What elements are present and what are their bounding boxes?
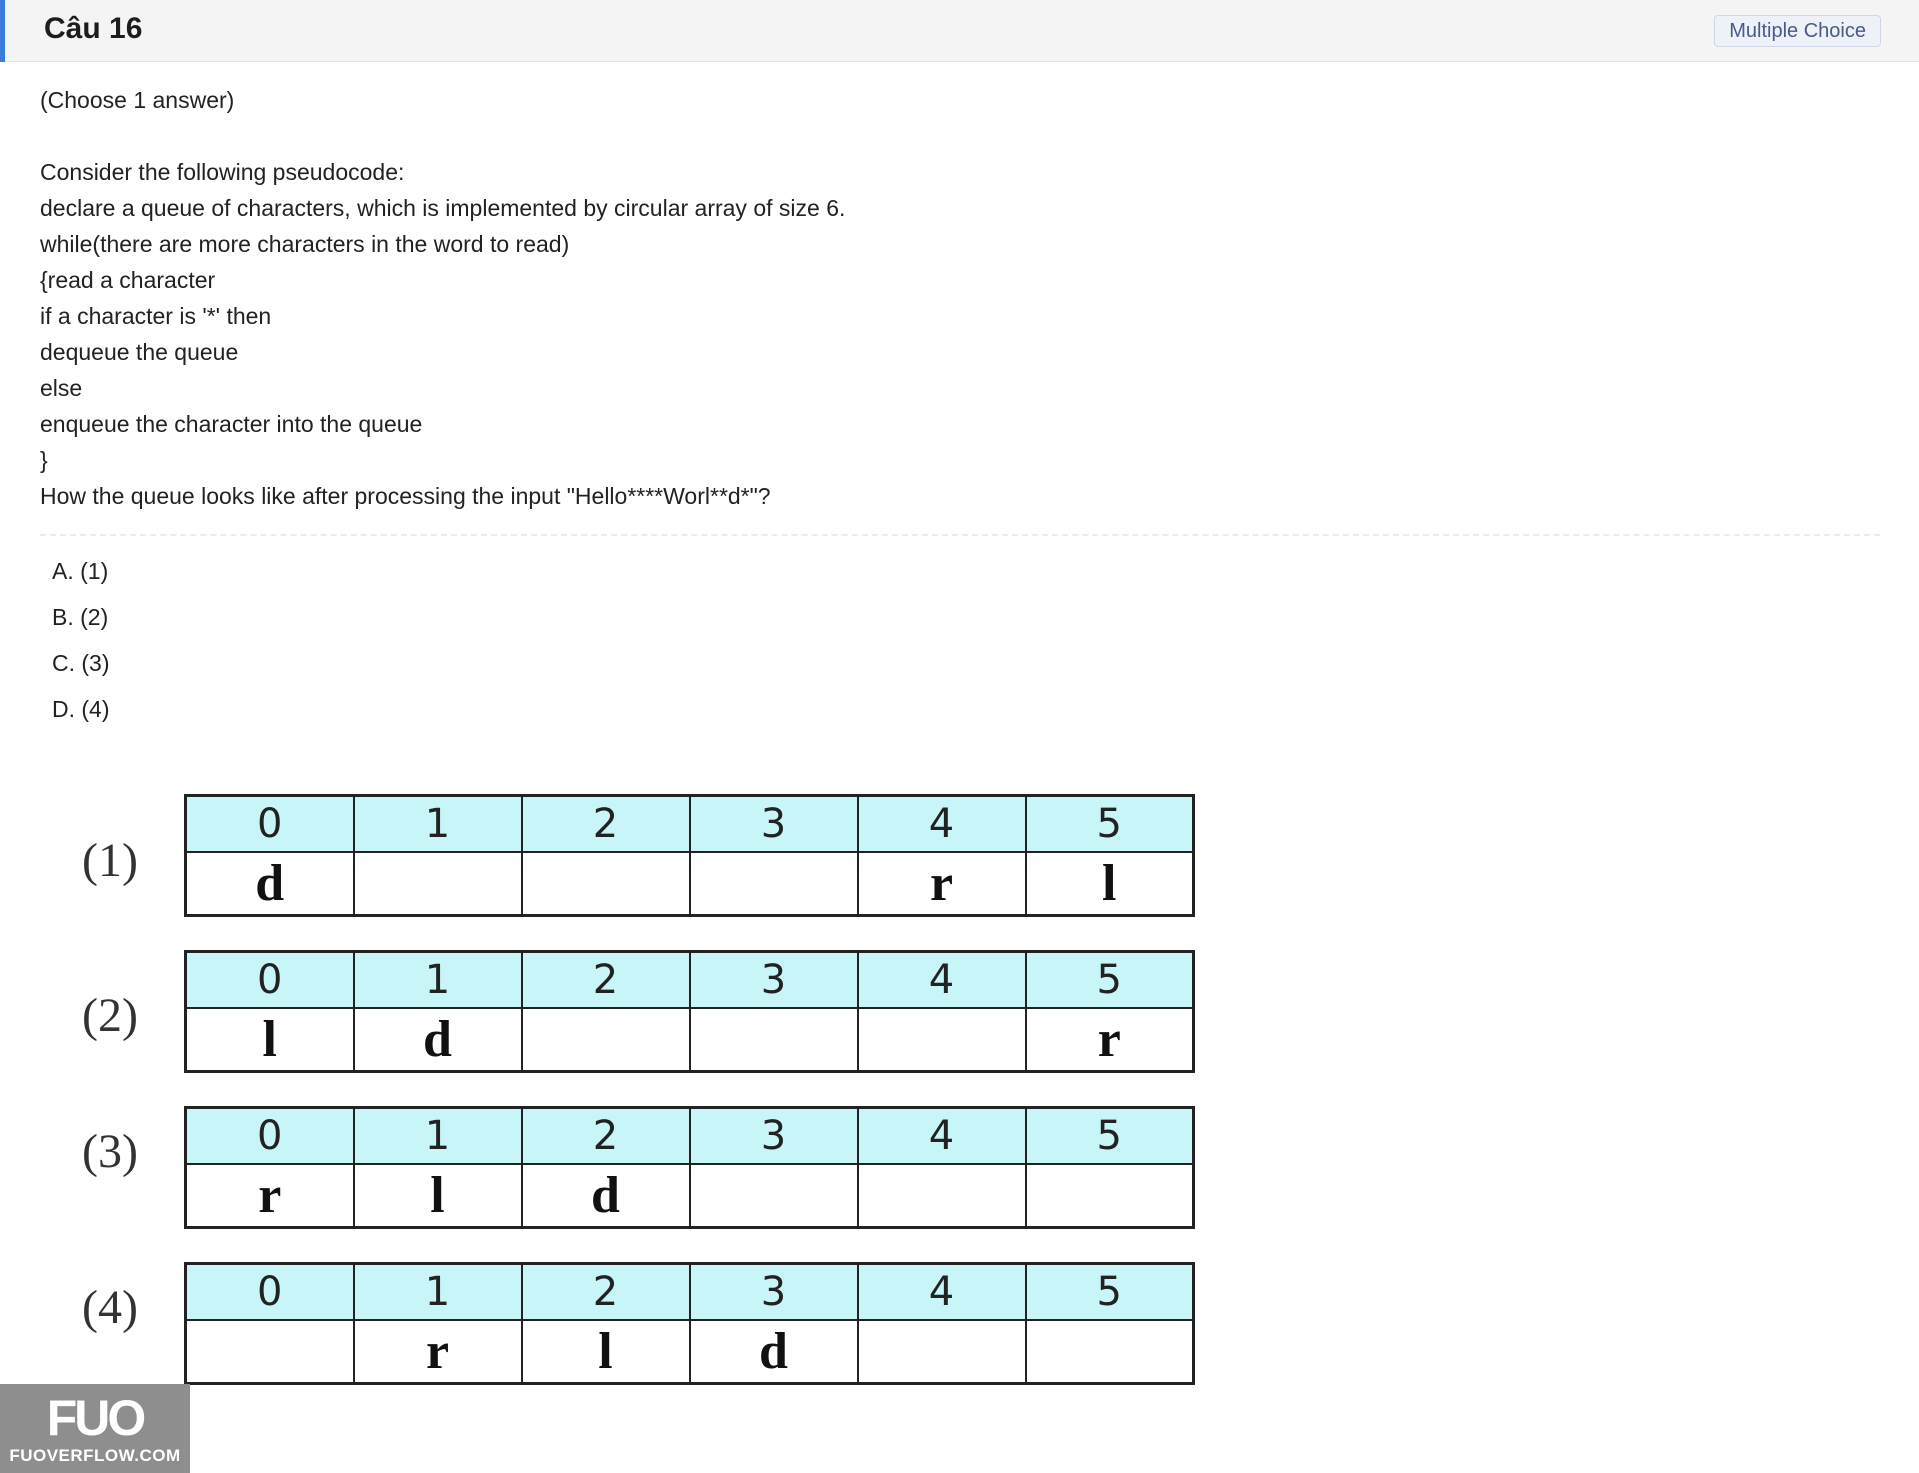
site-watermark <box>0 1384 190 1473</box>
value-cell: l <box>186 1008 354 1072</box>
stem-line: } <box>40 447 48 473</box>
value-cell <box>690 1164 858 1228</box>
answer-options <box>52 548 110 732</box>
value-row <box>186 1164 1194 1228</box>
option-d[interactable]: D. (4) <box>52 696 110 722</box>
options-separator <box>40 534 1880 536</box>
stem-line: declare a queue of characters, which is implemented by circular array of size 6. <box>40 195 846 221</box>
value-cell <box>186 1320 354 1384</box>
queue-table <box>184 794 1195 917</box>
index-cell: 4 <box>858 1108 1026 1164</box>
value-cell <box>1026 1164 1194 1228</box>
value-cell: d <box>354 1008 522 1072</box>
stem-line: {read a character <box>40 267 216 293</box>
queue-label: (3) <box>82 1125 138 1178</box>
value-cell: d <box>186 852 354 916</box>
index-cell: 0 <box>186 1108 354 1164</box>
index-cell: 4 <box>858 1264 1026 1320</box>
value-cell <box>690 1008 858 1072</box>
queue-label: (2) <box>82 989 138 1042</box>
value-cell <box>354 852 522 916</box>
value-cell <box>690 852 858 916</box>
watermark-logo: FUO <box>46 1390 144 1446</box>
value-cell: l <box>522 1320 690 1384</box>
value-row <box>186 1008 1194 1072</box>
value-cell: d <box>522 1164 690 1228</box>
question-type-badge: Multiple Choice <box>1714 15 1881 47</box>
value-cell: r <box>186 1164 354 1228</box>
option-c[interactable]: C. (3) <box>52 650 110 676</box>
value-cell <box>858 1008 1026 1072</box>
index-cell: 3 <box>690 1108 858 1164</box>
index-cell: 5 <box>1026 796 1194 852</box>
question-stem <box>40 154 1880 514</box>
stem-line: enqueue the character into the queue <box>40 411 423 437</box>
queue-figure <box>60 778 1240 1398</box>
option-b[interactable]: B. (2) <box>52 604 109 630</box>
index-cell: 4 <box>858 796 1026 852</box>
stem-line: if a character is '*' then <box>40 303 272 329</box>
stem-line: dequeue the queue <box>40 339 239 365</box>
value-cell: r <box>354 1320 522 1384</box>
index-cell: 2 <box>522 1108 690 1164</box>
index-cell: 2 <box>522 796 690 852</box>
value-cell <box>522 1008 690 1072</box>
queue-table <box>184 1106 1195 1229</box>
value-cell <box>858 1164 1026 1228</box>
index-cell: 1 <box>354 1264 522 1320</box>
header-accent-bar <box>0 0 5 62</box>
queue-label: (4) <box>82 1281 138 1334</box>
value-row <box>186 1320 1194 1384</box>
index-cell: 3 <box>690 796 858 852</box>
index-cell: 3 <box>690 1264 858 1320</box>
index-cell: 1 <box>354 1108 522 1164</box>
stem-line: Consider the following pseudocode: <box>40 159 405 185</box>
value-cell: l <box>354 1164 522 1228</box>
value-cell: l <box>1026 852 1194 916</box>
stem-line: How the queue looks like after processing the input "Hello****Worl**d*"? <box>40 483 771 509</box>
index-cell: 4 <box>858 952 1026 1008</box>
value-row <box>186 852 1194 916</box>
value-cell <box>1026 1320 1194 1384</box>
index-row <box>186 796 1194 852</box>
index-cell: 5 <box>1026 1264 1194 1320</box>
index-cell: 5 <box>1026 952 1194 1008</box>
value-cell: r <box>1026 1008 1194 1072</box>
queue-label: (1) <box>82 834 138 887</box>
index-row <box>186 952 1194 1008</box>
index-cell: 5 <box>1026 1108 1194 1164</box>
question-header <box>0 0 1919 62</box>
question-content <box>40 82 1880 514</box>
index-cell: 1 <box>354 952 522 1008</box>
index-row <box>186 1108 1194 1164</box>
value-cell: d <box>690 1320 858 1384</box>
value-cell: r <box>858 852 1026 916</box>
index-cell: 1 <box>354 796 522 852</box>
index-row <box>186 1264 1194 1320</box>
stem-line: while(there are more characters in the word to read) <box>40 231 570 257</box>
value-cell <box>522 852 690 916</box>
index-cell: 2 <box>522 952 690 1008</box>
index-cell: 2 <box>522 1264 690 1320</box>
index-cell: 3 <box>690 952 858 1008</box>
watermark-site-name: FUOVERFLOW.COM <box>9 1446 181 1465</box>
queue-table <box>184 950 1195 1073</box>
value-cell <box>858 1320 1026 1384</box>
stem-line: else <box>40 375 83 401</box>
index-cell: 0 <box>186 1264 354 1320</box>
answer-instruction: (Choose 1 answer) <box>40 87 235 113</box>
question-title: Câu 16 <box>44 12 143 45</box>
index-cell: 0 <box>186 796 354 852</box>
queue-table <box>184 1262 1195 1385</box>
option-a[interactable]: A. (1) <box>52 558 109 584</box>
index-cell: 0 <box>186 952 354 1008</box>
